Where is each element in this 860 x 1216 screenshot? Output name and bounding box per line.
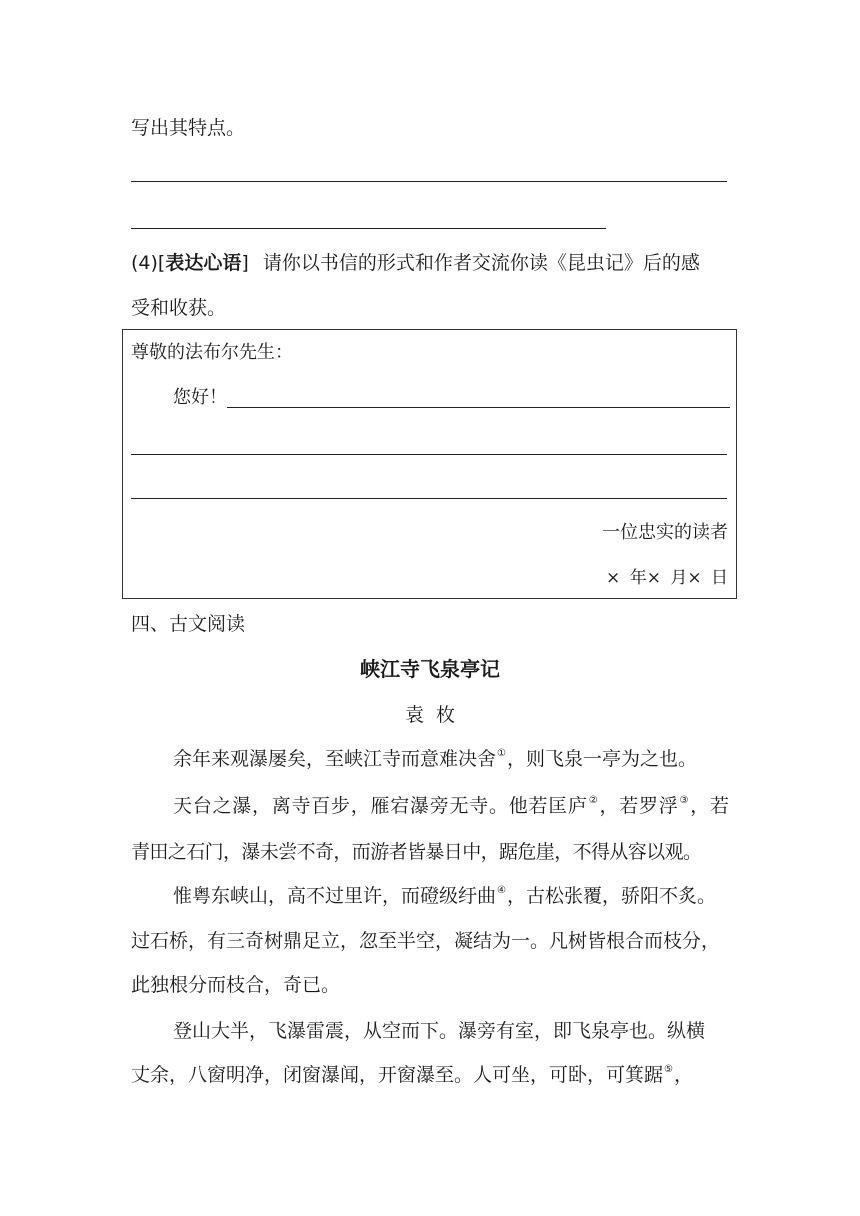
p4-text-a: 丈余，八窗明净，闭窗瀑闻，开窗瀑至。人可坐，可卧，可箕踞: [131, 1064, 664, 1086]
q3-tail-text: 写出其特点。: [131, 117, 246, 139]
letter-greeting: 您好！: [173, 387, 227, 408]
letter-box: [122, 329, 737, 599]
q4-prompt-text: 请你以书信的形式和作者交流你读《昆虫记》后的感: [262, 252, 700, 274]
footnote-1-marker: ①: [497, 748, 506, 759]
p2-text-b: ，若罗浮: [599, 795, 679, 817]
passage-title: 峡江寺飞泉亭记: [360, 657, 500, 681]
answer-line-1: [131, 181, 727, 182]
p1-text-a: 余年来观瀑屡矣，至峡江寺而意难决舍: [173, 748, 497, 770]
passage-author: 袁 枚: [404, 704, 456, 726]
p1-text-b: ，则飞泉一亭为之也。: [506, 748, 697, 770]
passage-p3-line1: [173, 884, 716, 908]
q4-prompt: [131, 251, 700, 275]
footnote-3-marker: ③: [679, 795, 690, 806]
q4-prompt-cont: 受和收获。: [131, 297, 227, 319]
passage-p4-line1: 登山大半，飞瀑雷震，从空而下。瀑旁有室，即飞泉亭也。纵横: [173, 1020, 706, 1042]
letter-date: × 年× 月× 日: [606, 568, 728, 588]
passage-p3-line3: 此独根分而枝合，奇已。: [131, 974, 341, 996]
p2-text-c: ，若: [690, 795, 729, 817]
q4-tag-label: 表达心语: [165, 252, 242, 274]
letter-salutation: 尊敬的法布尔先生：: [131, 342, 293, 363]
footnote-2-marker: ②: [588, 795, 599, 806]
passage-p1: [173, 747, 697, 771]
passage-p4-line2: [131, 1063, 693, 1087]
q4-number: (4): [131, 252, 158, 274]
letter-signature: 一位忠实的读者: [602, 522, 728, 543]
footnote-5-marker: ⑤: [664, 1064, 673, 1075]
p3-text-b: ，古松张覆，骄阳不炙。: [506, 885, 716, 907]
letter-line-3: [131, 498, 727, 499]
p3-text-a: 惟粤东峡山，高不过里许，而磴级纡曲: [173, 885, 497, 907]
section-heading: 四、古文阅读: [131, 613, 246, 635]
q4-tag: [表达心语]: [157, 252, 249, 274]
letter-line-1: [227, 407, 730, 408]
passage-p2-line2: 青田之石门，瀑未尝不奇，而游者皆暴日中，踞危崖，不得从容以观。: [131, 841, 702, 863]
p2-text-a: 天台之瀑，离寺百步，雁宕瀑旁无寺。他若匡庐: [173, 795, 588, 817]
answer-line-2: [131, 228, 606, 229]
p4-text-b: ，: [673, 1064, 693, 1086]
footnote-4-marker: ④: [497, 885, 506, 896]
passage-p2-line1: [173, 794, 729, 818]
passage-p3-line2: 过石桥，有三奇树鼎足立，忽至半空，凝结为一。凡树皆根合而枝分，: [131, 930, 721, 952]
letter-line-2: [131, 454, 727, 455]
